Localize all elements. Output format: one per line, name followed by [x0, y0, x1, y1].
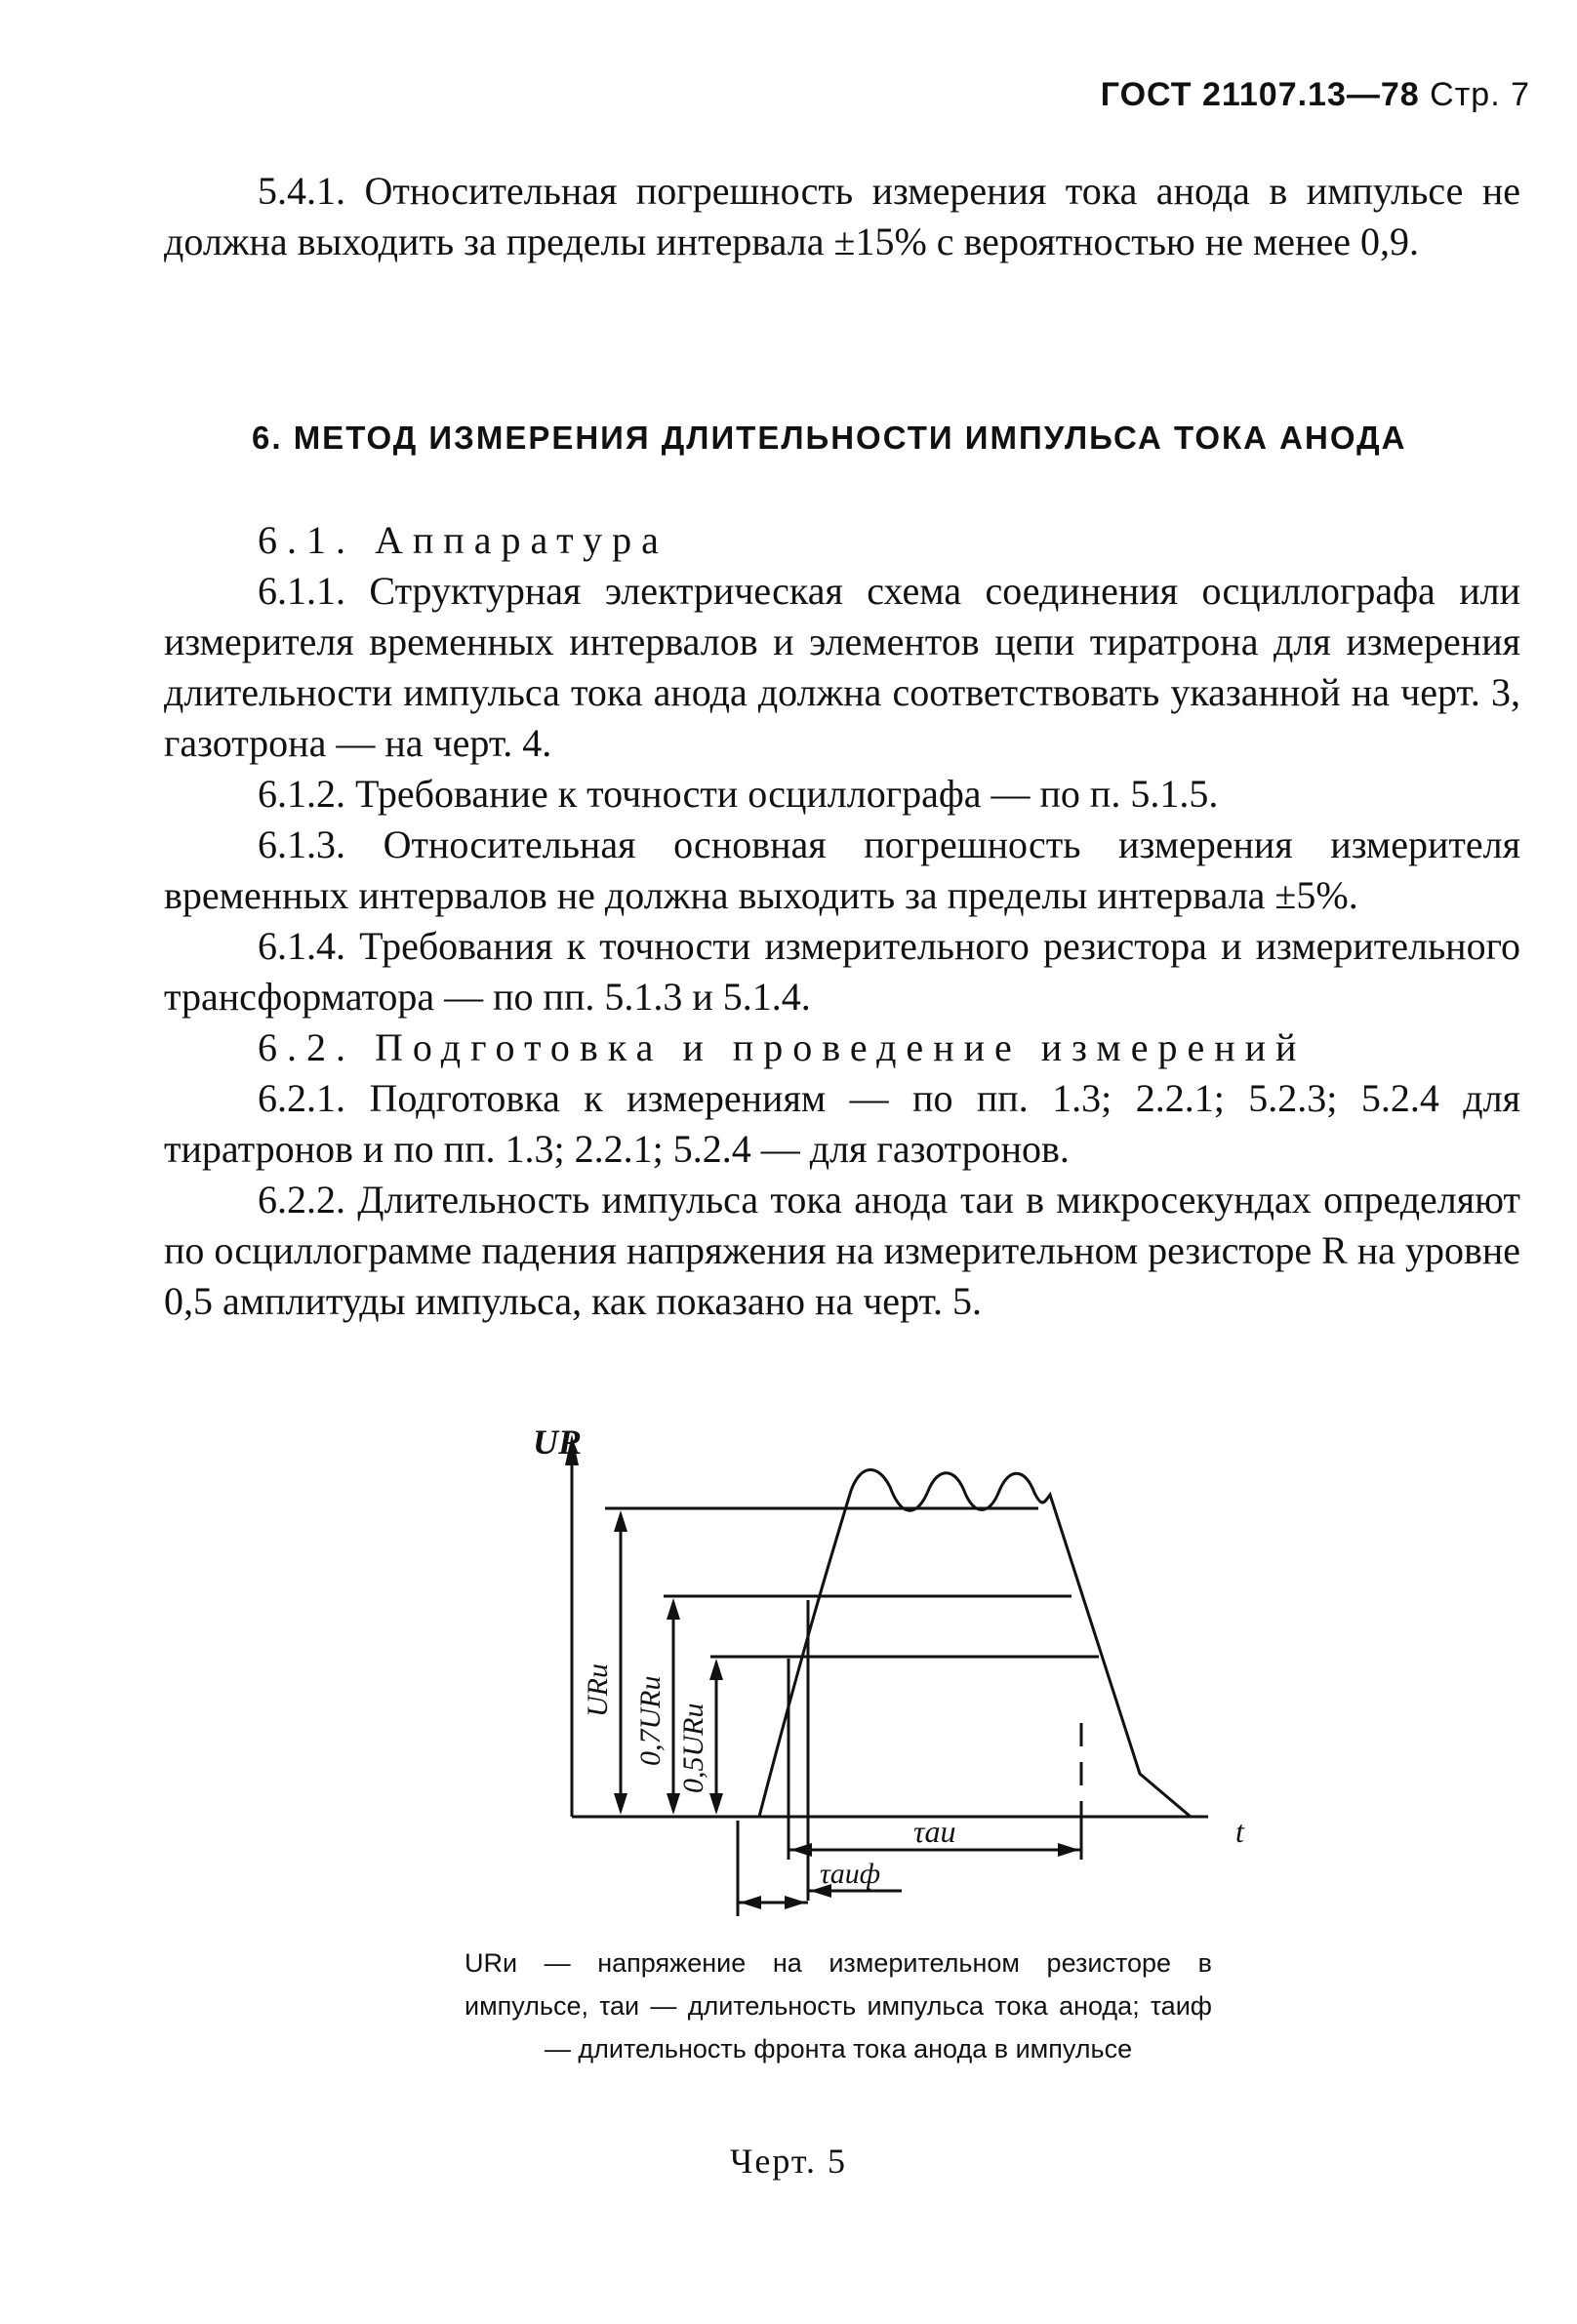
level-label-amplitude: URи — [582, 1663, 614, 1717]
x-axis-label: t — [1235, 1814, 1244, 1849]
tau-pulse-label: τаи — [913, 1814, 956, 1849]
arrowhead — [614, 1793, 627, 1815]
paragraph-6-1-1: 6.1.1. Структурная электрическая схема соединения осциллографа или измерителя временных интервалов и элементов цепи тиратрона для измерения длительности импульса тока анода должна соответствовать указанной на черт. 3, газотрона — на черт. 4. — [164, 569, 1520, 765]
paragraph-6-1-4: 6.1.4. Требования к точности измерительного резистора и измерительного трансформатора — по пп. 5.1.3 и 5.1.4. — [164, 924, 1520, 1019]
figure-caption: URи — напряжение на измерительном резисторе в импульсе, τаи — длительность импульса тока анода; τаиф — длительность фронта тока анода в импульсе — [465, 1948, 1212, 2064]
paragraph-6-1-2: 6.1.2. Требование к точности осциллографа — по п. 5.1.5. — [258, 772, 1219, 816]
figure-label: Черт. 5 — [730, 2142, 847, 2181]
level-label-0-5: 0,5URи — [677, 1703, 709, 1793]
paragraph-5-4-1: 5.4.1. Относительная погрешность измерения тока анода в импульсе не должна выходить за пределы интервала ±15% с вероятностью не менее 0,9. — [164, 169, 1520, 263]
arrowhead — [1058, 1843, 1079, 1857]
paragraph-6-2-2: 6.2.2. Длительность импульса тока анода τаи в микросекундах определяют по осциллограмме падения напряжения на измерительном резисторе R на уровне 0,5 амплитуды импульса, как показано на черт. 5. — [164, 1178, 1520, 1323]
page-number: Стр. 7 — [1430, 76, 1530, 113]
level-label-0-7: 0,7URи — [634, 1675, 667, 1766]
arrowhead — [667, 1793, 680, 1815]
standard-number: ГОСТ 21107.13—78 — [1100, 76, 1420, 113]
arrowhead — [790, 1843, 812, 1857]
paragraph-6-1-3: 6.1.3. Относительная основная погрешность измерения измерителя временных интервалов не должна выходить за пределы интервала ±5%. — [164, 822, 1520, 917]
arrowhead — [740, 1896, 761, 1909]
arrowhead — [709, 1659, 723, 1680]
arrowhead — [709, 1793, 723, 1815]
tau-front-label: τаиф — [820, 1858, 881, 1890]
y-axis-label: UR — [533, 1422, 583, 1462]
subsection-title-6-1: 6.1. Аппаратура — [258, 518, 668, 562]
subsection-title-6-2: 6.2. Подготовка и проведение измерений — [258, 1025, 1307, 1069]
arrowhead — [614, 1510, 627, 1532]
paragraph-6-2-1: 6.2.1. Подготовка к измерениям — по пп. 1.3; 2.2.1; 5.2.3; 5.2.4 для тиратронов и по пп. 1.3; 2.2.1; 5.2.4 — для газотронов. — [164, 1076, 1520, 1171]
section-title-6: 6. МЕТОД ИЗМЕРЕНИЯ ДЛИТЕЛЬНОСТИ ИМПУЛЬСА ТОКА АНОДА — [252, 420, 1407, 456]
arrowhead — [667, 1598, 680, 1620]
arrowhead — [785, 1896, 806, 1909]
